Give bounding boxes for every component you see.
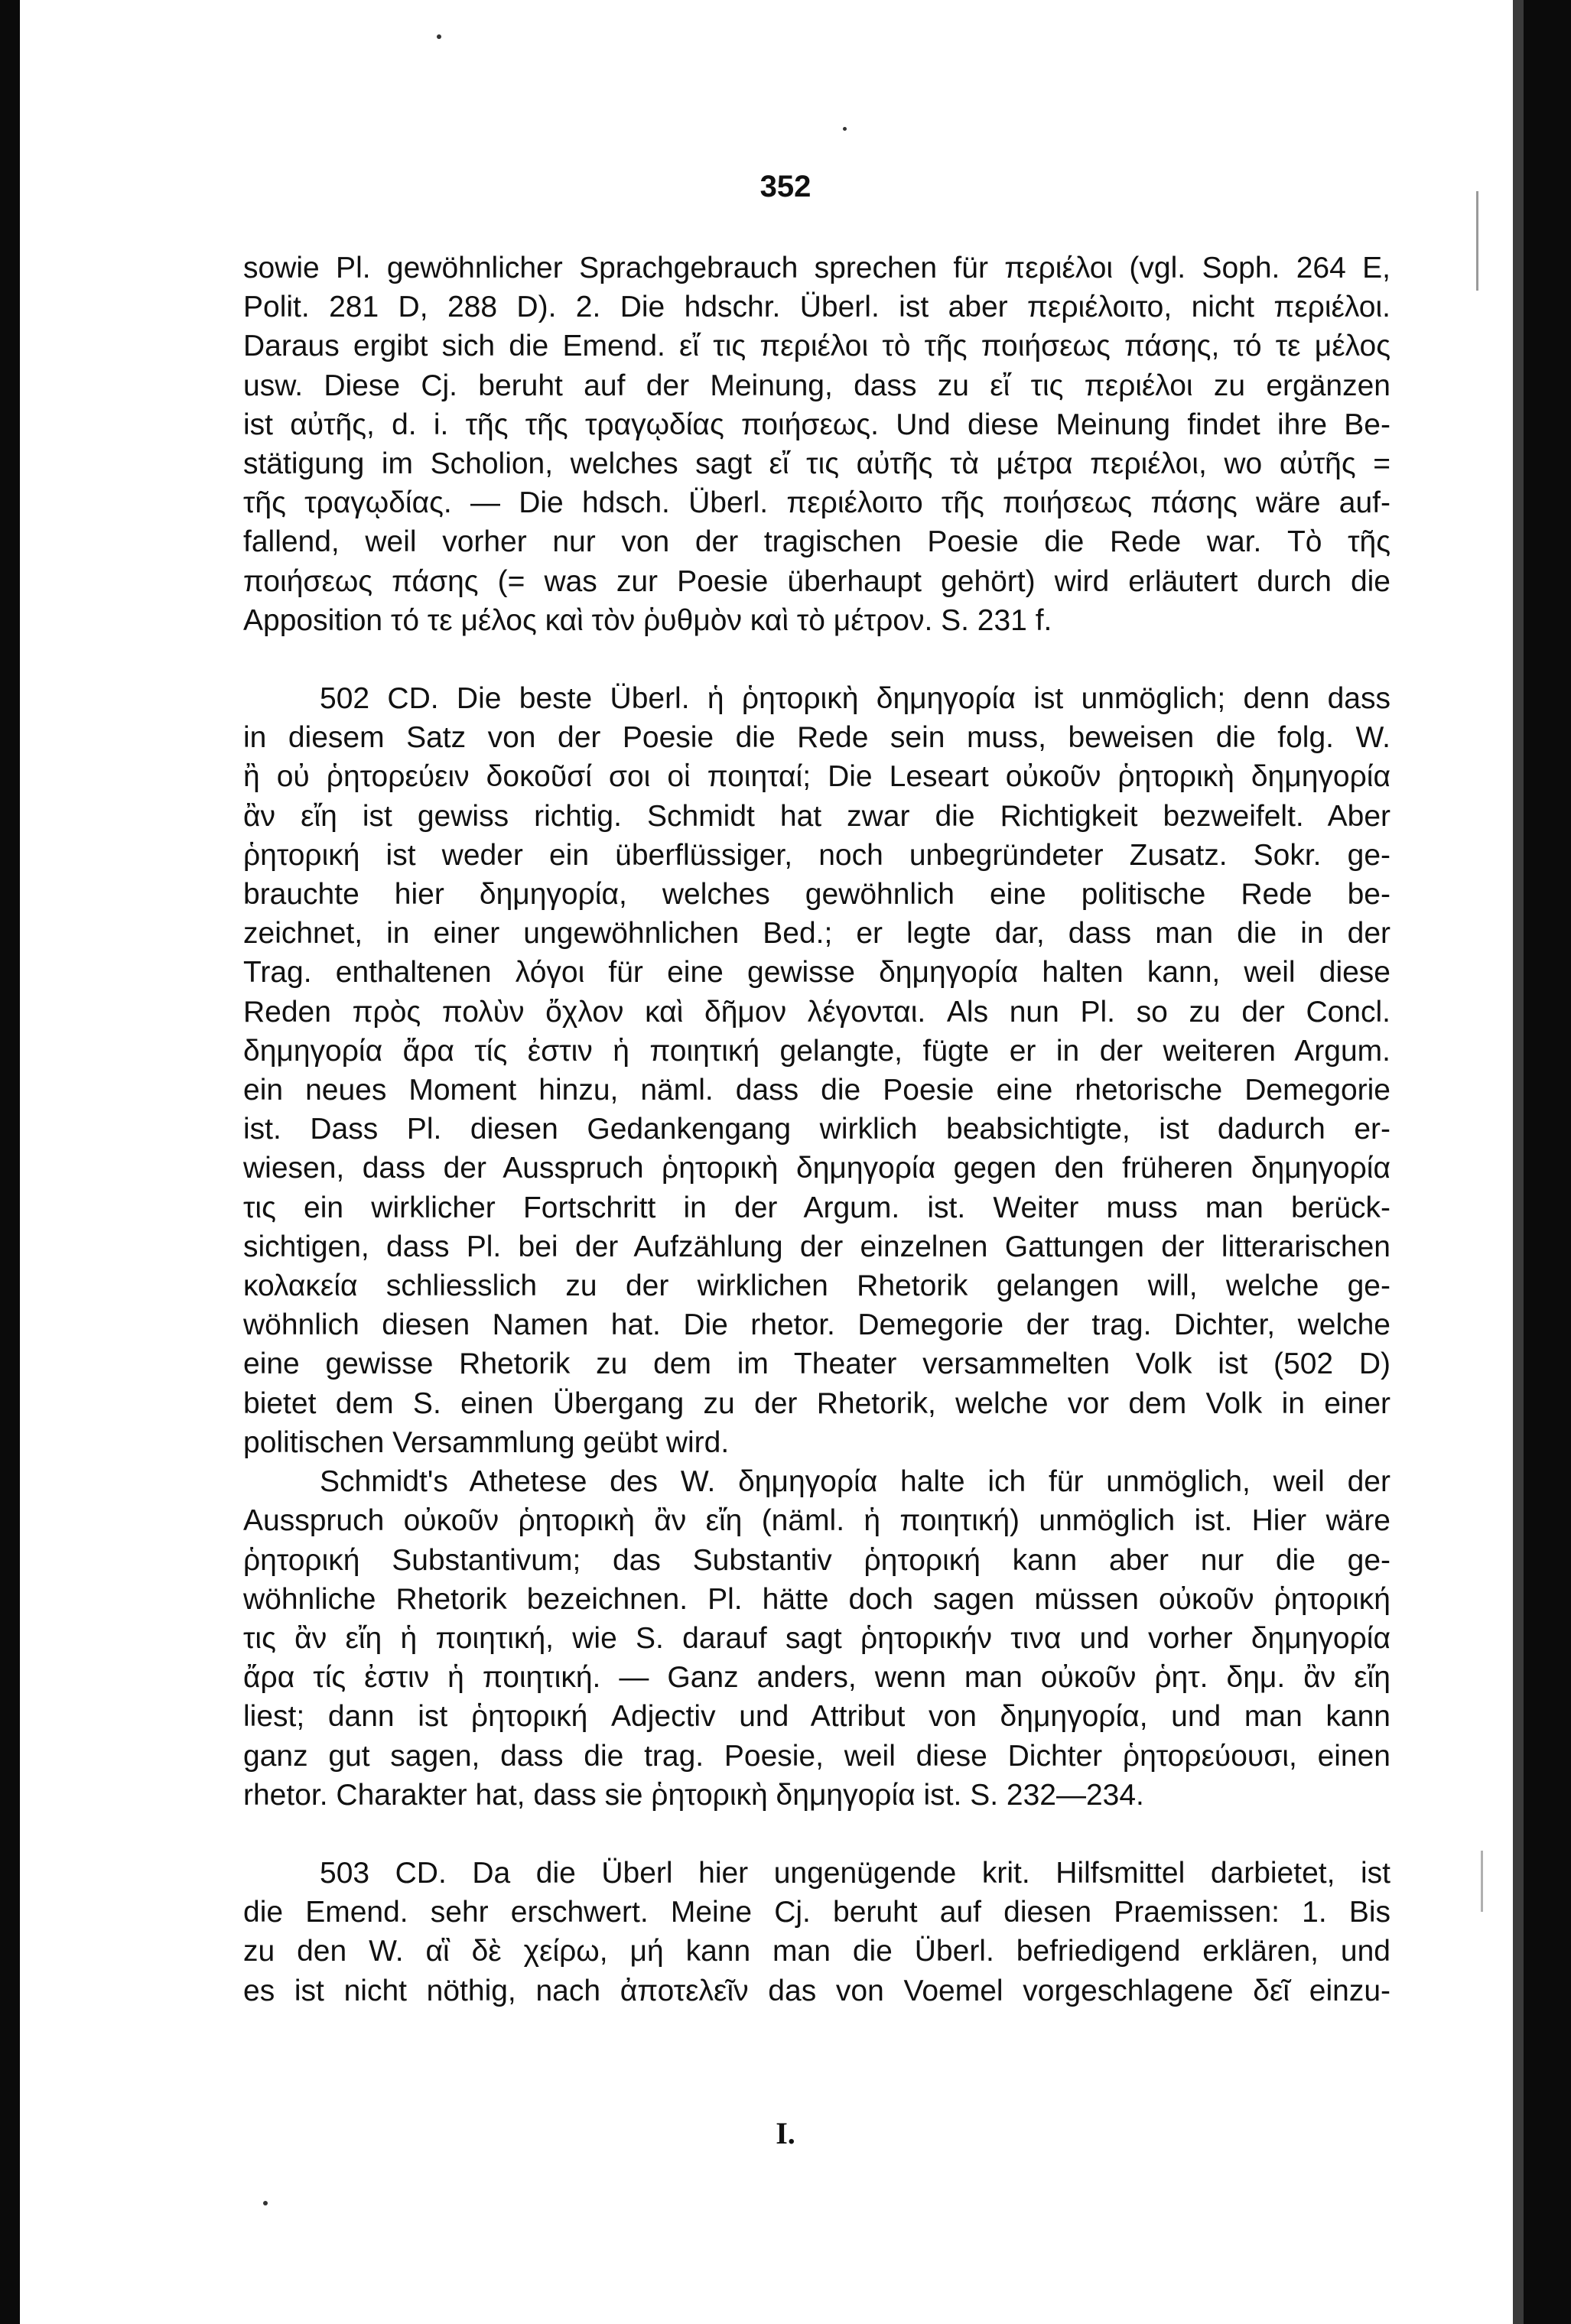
scan-artifact [1476, 191, 1478, 291]
text-line: stätigung im Scholion, welches sagt εἴ τις αὐτῆς τὰ μέτρα περιέλοι, wo αὐτῆς = [243, 447, 1390, 481]
scan-border-right-shadow [1513, 0, 1524, 2324]
text-line: 502 CD. Die beste Überl. ἡ ῥητορικὴ δημηγορία ist unmöglich; denn dass [320, 682, 1390, 716]
text-line: rhetor. Charakter hat, dass sie ῥητορικὴ δημηγορία ist. S. 232—234. [243, 1778, 1144, 1812]
text-line: Ausspruch οὐκοῦν ῥητορικὴ ἂν εἴη (näml. ἡ ποιητική) unmöglich ist. Hier wäre [243, 1504, 1390, 1538]
text-line: κολακεία schliesslich zu der wirklichen Rhetorik gelangen will, welche ge- [243, 1269, 1390, 1303]
text-line: fallend, weil vorher nur von der tragischen Poesie die Rede war. Τὸ τῆς [243, 525, 1390, 559]
text-line: zu den W. αἳ δὲ χείρω, μή kann man die Überl. befriedigend erklären, und [243, 1935, 1390, 1968]
signature-mark: I. [776, 2116, 795, 2150]
text-line: wöhnliche Rhetorik bezeichnen. Pl. hätte doch sagen müssen οὐκοῦν ῥητορική [243, 1582, 1390, 1616]
text-line: es ist nicht nöthig, nach ἀποτελεῖν das von Voemel vorgeschlagene δεῖ einzu- [243, 1974, 1390, 2007]
text-line: sichtigen, dass Pl. bei der Aufzählung der einzelnen Gattungen der litterarischen [243, 1230, 1390, 1263]
text-line: ein neues Moment hinzu, näml. dass die Poesie eine rhetorische Demegorie [243, 1074, 1390, 1107]
text-line: ganz gut sagen, dass die trag. Poesie, weil diese Dichter ῥητορεύουσι, einen [243, 1739, 1390, 1773]
text-line: ist. Dass Pl. diesen Gedankengang wirklich beabsichtigte, ist dadurch er- [243, 1113, 1390, 1146]
paragraph-intro [243, 249, 1390, 640]
text-line: ἢ οὐ ῥητορεύειν δοκοῦσί σοι οἱ ποιηταί; Die Leseart οὐκοῦν ῥητορικὴ δημηγορία [243, 760, 1390, 794]
page-number: 352 [759, 170, 812, 203]
paragraph-gap [243, 1815, 1390, 1854]
scan-border-right [1524, 0, 1571, 2324]
text-line: ἂν εἴη ist gewiss richtig. Schmidt hat zwar die Richtigkeit bezweifelt. Aber [243, 799, 1390, 833]
text-line: die Emend. sehr erschwert. Meine Cj. beruht auf diesen Praemissen: 1. Bis [243, 1896, 1390, 1929]
text-line: ἄρα τίς ἐστιν ἡ ποιητική. — Ganz anders, wenn man οὐκοῦν ῥητ. δημ. ἂν εἴη [243, 1661, 1390, 1695]
scan-speck [437, 34, 441, 39]
text-line: liest; dann ist ῥητορική Adjectiv und Attribut von δημηγορία, und man kann [243, 1700, 1390, 1734]
text-line: sowie Pl. gewöhnlicher Sprachgebrauch sprechen für περιέλοι (vgl. Soph. 264 E, [243, 252, 1390, 284]
body-text [243, 249, 1390, 2010]
scan-artifact [1481, 1851, 1483, 1912]
text-line: usw. Diese Cj. beruht auf der Meinung, dass zu εἴ τις περιέλοι zu ergänzen [243, 369, 1390, 402]
paragraph-schmidt [243, 1462, 1390, 1815]
text-line: eine gewisse Rhetorik zu dem im Theater versammelten Volk ist (502 D) [243, 1347, 1390, 1381]
text-line: δημηγορία ἄρα τίς ἐστιν ἡ ποιητική gelangte, fügte er in der weiteren Argum. [243, 1034, 1390, 1068]
text-line: wöhnlich diesen Namen hat. Die rhetor. Demegorie der trag. Dichter, welche [243, 1308, 1390, 1342]
text-line: bietet dem S. einen Übergang zu der Rhetorik, welche vor dem Volk in einer [243, 1386, 1390, 1420]
scan-speck [843, 127, 847, 131]
text-line: Schmidt's Athetese des W. δημηγορία halte ich für unmöglich, weil der [320, 1465, 1390, 1499]
text-line: Trag. enthaltenen λόγοι für eine gewisse δημηγορία halten kann, weil diese [243, 956, 1390, 990]
text-line: politischen Versammlung geübt wird. [243, 1425, 730, 1459]
paragraph-502cd [243, 679, 1390, 1462]
text-line: Daraus ergibt sich die Emend. εἴ τις περιέλοι τὸ τῆς ποιήσεως πάσης, τό τε μέλος [243, 330, 1390, 363]
text-line: ῥητορική ist weder ein überflüssiger, noch unbegründeter Zusatz. Sokr. ge- [243, 838, 1390, 872]
paragraph-gap [243, 640, 1390, 679]
text-line: 503 CD. Da die Überl hier ungenügende krit. Hilfsmittel darbietet, ist [320, 1856, 1390, 1890]
text-line: Apposition τό τε μέλος καὶ τὸν ῥυθμὸν καὶ τὸ μέτρον. S. 231 f. [243, 603, 1052, 637]
text-line: Polit. 281 D, 288 D). 2. Die hdschr. Überl. ist aber περιέλοιτο, nicht περιέλοι. [243, 291, 1390, 324]
scan-speck [263, 2201, 268, 2205]
text-line: ist αὐτῆς, d. i. τῆς τῆς τραγῳδίας ποιήσεως. Und diese Meinung findet ihre Be- [243, 408, 1390, 441]
text-line: Reden πρὸς πολὺν ὄχλον καὶ δῆμον λέγονται. Als nun Pl. so zu der Concl. [243, 995, 1390, 1029]
text-line: zeichnet, in einer ungewöhnlichen Bed.; er legte dar, dass man die in der [243, 917, 1390, 951]
text-line: τις ἂν εἴη ἡ ποιητική, wie S. darauf sagt ῥητορικήν τινα und vorher δημηγορία [243, 1621, 1390, 1655]
text-line: τῆς τραγῳδίας. — Die hdsch. Überl. περιέλοιτο τῆς ποιήσεως πάσης wäre auf- [243, 486, 1390, 520]
text-line: ῥητορική Substantivum; das Substantiv ῥητορική kann aber nur die ge- [243, 1543, 1390, 1577]
text-line: wiesen, dass der Ausspruch ῥητορικὴ δημηγορία gegen den früheren δημηγορία [243, 1152, 1390, 1185]
text-line: τις ein wirklicher Fortschritt in der Argum. ist. Weiter muss man berück- [243, 1191, 1390, 1224]
paragraph-503cd [243, 1854, 1390, 2010]
scan-border-left [0, 0, 20, 2324]
text-line: brauchte hier δημηγορία, welches gewöhnlich eine politische Rede be- [243, 878, 1390, 912]
text-line: in diesem Satz von der Poesie die Rede sein muss, beweisen die folg. W. [243, 721, 1390, 755]
text-line: ποιήσεως πάσης (= was zur Poesie überhaupt gehört) wird erläutert durch die [243, 564, 1390, 598]
